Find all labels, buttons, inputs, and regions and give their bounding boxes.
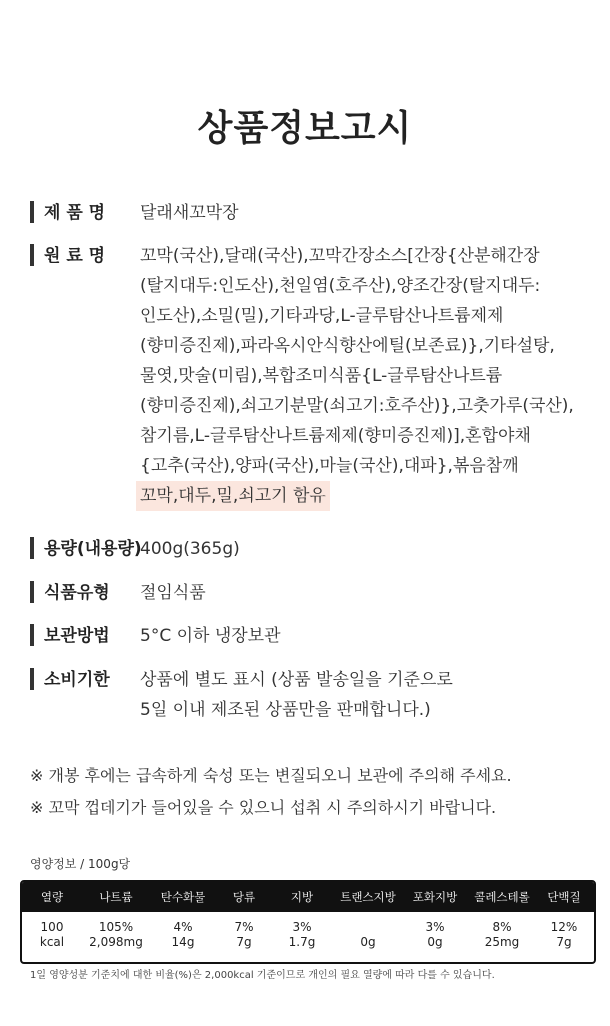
note-shell: ※ 꼬막 껍데기가 들어있을 수 있으니 섭취 시 주의하시기 바랍니다. — [30, 798, 497, 817]
label-bar — [30, 537, 34, 559]
nutrition-pct: 4% — [173, 920, 193, 934]
page-title: 상품정보고시 — [197, 108, 413, 149]
food-type-value: 절임식품 — [140, 583, 206, 603]
allergen-highlight: 꼬막,대두,밀,쇠고기 함유 — [136, 481, 330, 511]
ingredients-line: 인도산),소밀(밀),기타과당,L-글루탐산나트륨제제 — [140, 306, 504, 326]
ingredients-line: 물엿,맛술(미림),복합조미식품{L-글루탐산나트륨 — [140, 366, 503, 386]
ingredients-line: 참기름,L-글루탐산나트륨제제(향미증진제)],혼합야채 — [140, 426, 531, 446]
expiry-line: 상품에 별도 표시 (상품 발송일을 기준으로 — [140, 670, 453, 690]
nutrition-pct: 7% — [234, 920, 254, 934]
expiry-value — [140, 665, 590, 725]
expiry-label: 소비기한 — [44, 670, 110, 690]
capacity-label: 용량(내용량) — [44, 539, 142, 559]
nutrition-cell — [538, 912, 590, 950]
nutrition-pct: 8% — [492, 920, 512, 934]
ingredients-value — [140, 241, 590, 511]
nutrition-amount: 7g — [556, 935, 572, 949]
product-name-value: 달래새꼬막장 — [140, 203, 239, 223]
nutrition-pct: 12% — [550, 920, 578, 934]
storage-value: 5°C 이하 냉장보관 — [140, 626, 281, 646]
nutrition-header: 열량 — [40, 890, 64, 904]
nutrition-amount: 0g — [360, 935, 376, 949]
product-name-label: 제 품 명 — [44, 203, 106, 223]
nutrition-header: 나트륨 — [99, 890, 133, 904]
nutrition-pct: 100 — [40, 920, 64, 934]
nutrition-cell — [404, 912, 466, 950]
nutrition-amount: 1.7g — [288, 935, 316, 949]
nutrition-amount: 7g — [236, 935, 252, 949]
ingredients-line: (향미증진제),쇠고기분말(쇠고기:호주산)},고춧가루(국산), — [140, 396, 574, 416]
ingredients-line: (탈지대두:인도산),천일염(호주산),양조간장(탈지대두: — [140, 276, 541, 296]
nutrition-pct: 3% — [425, 920, 445, 934]
nutrition-header: 탄수화물 — [160, 890, 206, 904]
nutrition-cell — [22, 912, 82, 950]
capacity-value: 400g(365g) — [140, 539, 240, 559]
nutrition-header: 포화지방 — [412, 890, 458, 904]
storage-label: 보관방법 — [44, 626, 110, 646]
nutrition-cell — [216, 912, 272, 950]
nutrition-amount: 14g — [171, 935, 195, 949]
nutrition-cell — [272, 912, 332, 950]
nutrition-header: 지방 — [290, 890, 314, 904]
nutrition-header: 트랜스지방 — [340, 890, 396, 904]
nutrition-header: 당류 — [232, 890, 256, 904]
nutrition-cell — [82, 912, 150, 950]
nutrition-title: 영양정보 / 100g당 — [30, 857, 131, 871]
nutrition-amount: 2,098mg — [89, 935, 143, 949]
nutrition-amount: kcal — [39, 935, 65, 949]
ingredients-line: {고추(국산),양파(국산),마늘(국산),대파},볶음참깨 — [140, 456, 519, 476]
nutrition-header: 콜레스테롤 — [474, 890, 530, 904]
nutrition-cell — [466, 912, 538, 950]
label-bar — [30, 581, 34, 603]
nutrition-pct — [332, 920, 404, 935]
nutrition-pct: 3% — [292, 920, 312, 934]
nutrition-pct: 105% — [98, 920, 134, 934]
label-bar — [30, 201, 34, 223]
notes — [30, 760, 590, 824]
nutrition-footnote: 1일 영양성분 기준치에 대한 비율(%)은 2,000kcal 기준이므로 개인의 필요 열량에 따라 다를 수 있습니다. — [30, 970, 495, 981]
food-type-label: 식품유형 — [44, 583, 110, 603]
nutrition-cell — [332, 912, 404, 950]
nutrition-amount: 0g — [427, 935, 443, 949]
label-bar — [30, 668, 34, 690]
nutrition-value-row — [22, 912, 594, 950]
expiry-line: 5일 이내 제조된 상품만을 판매합니다.) — [140, 700, 431, 720]
label-bar — [30, 244, 34, 266]
nutrition-header-row — [22, 882, 594, 912]
ingredients-label: 원 료 명 — [44, 246, 106, 266]
note-opening: ※ 개봉 후에는 급속하게 숙성 또는 변질되오니 보관에 주의해 주세요. — [30, 766, 512, 785]
nutrition-amount: 25mg — [484, 935, 520, 949]
ingredients-line: 꼬막(국산),달래(국산),꼬막간장소스[간장{산분해간장 — [140, 246, 540, 266]
nutrition-header: 단백질 — [547, 890, 581, 904]
nutrition-cell — [150, 912, 216, 950]
ingredients-line: (향미증진제),파라옥시안식향산에틸(보존료)},기타설탕, — [140, 336, 555, 356]
nutrition-table — [20, 880, 596, 964]
label-bar — [30, 624, 34, 646]
